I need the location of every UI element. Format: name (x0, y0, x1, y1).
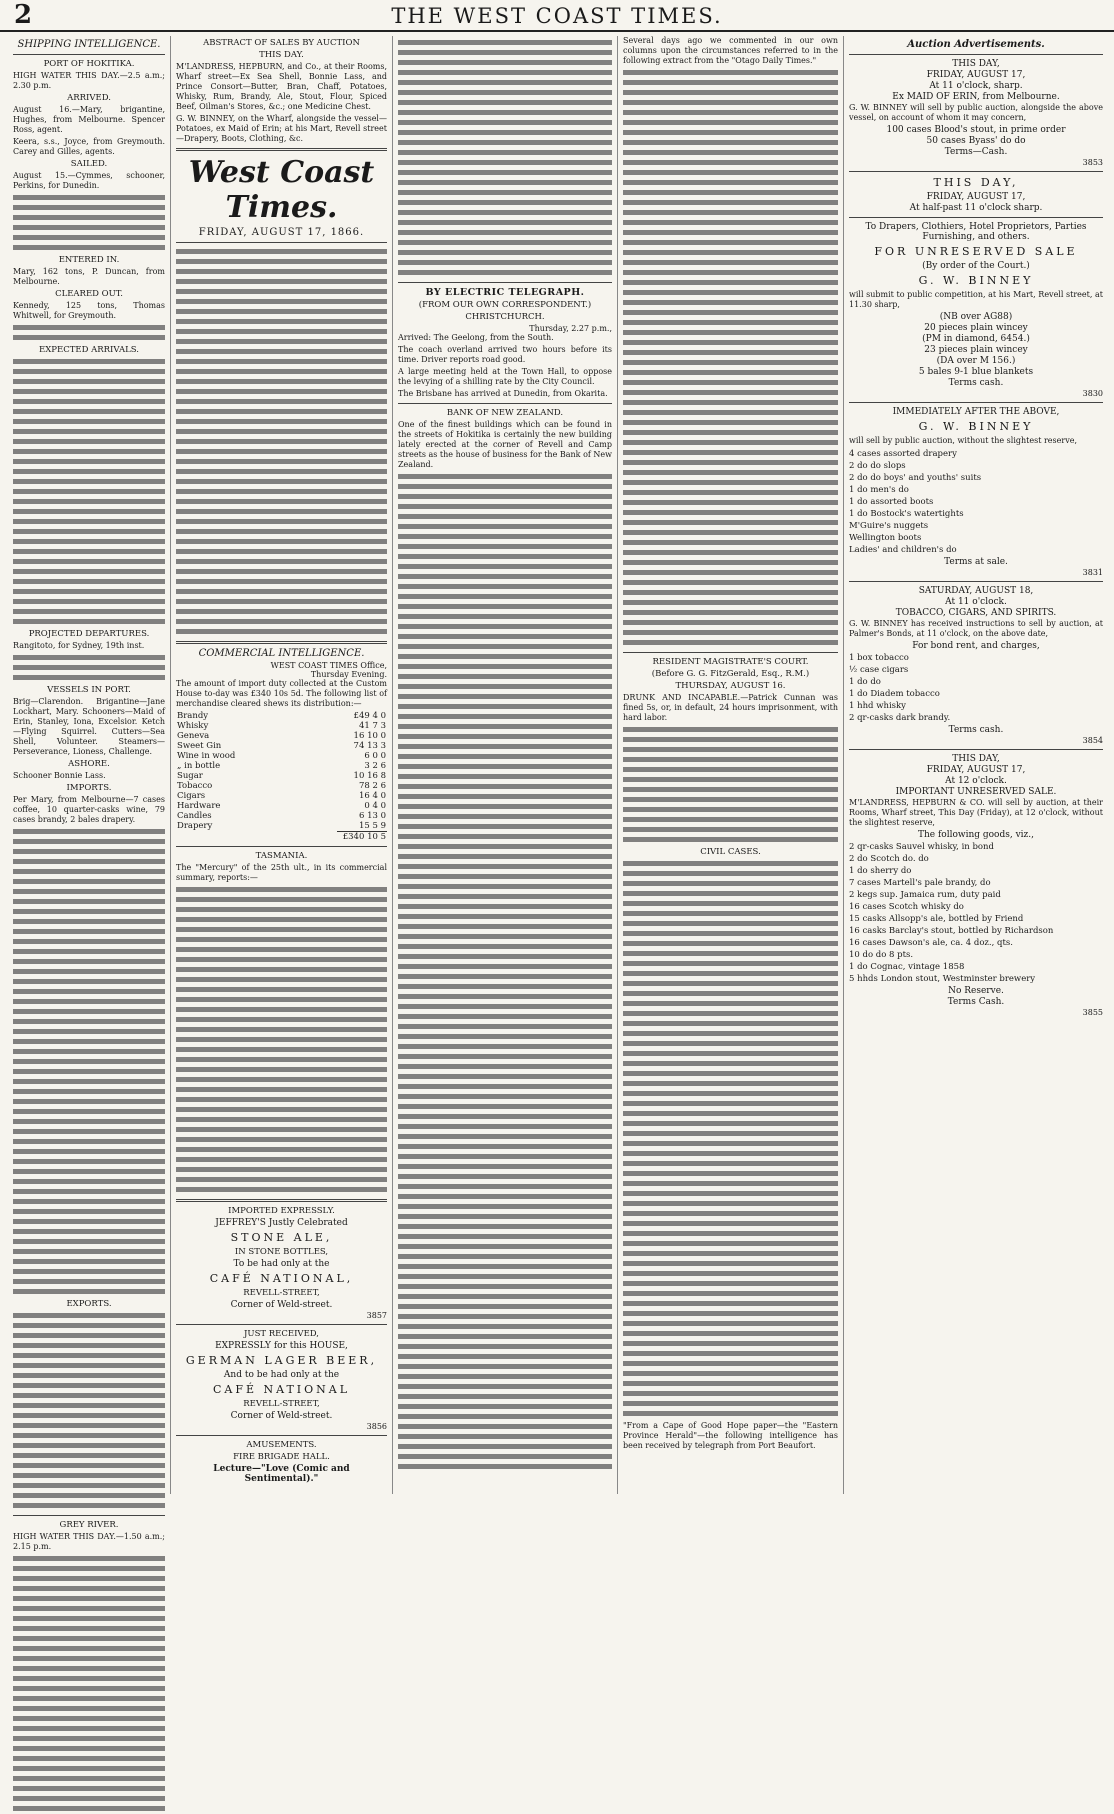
lot-item: M'Guire's nuggets (849, 521, 929, 531)
a1-ref: 3853 (1082, 158, 1103, 167)
cape-news: "From a Cape of Good Hope paper—the "Eastern Province Herald"—the following intelligence has been received by telegraph from Port Beaufort. (623, 1421, 838, 1450)
duty-value: 6 13 0 (358, 811, 386, 821)
duty-row (176, 741, 387, 751)
lager-line-3: And to be had only at the (223, 1370, 340, 1380)
lager-ref: 3856 (366, 1422, 387, 1431)
commercial-heading: COMMERCIAL INTELLIGENCE. (198, 648, 365, 659)
a2-lot-4: (DA over M 156.) (936, 356, 1016, 366)
duty-value: 74 13 3 (353, 741, 386, 751)
tasmania-text: The "Mercury" of the 25th ult., in its commercial summary, reports:— (176, 863, 387, 882)
a1-time: At 11 o'clock, sharp. (929, 81, 1023, 91)
masthead (0, 0, 1114, 32)
a5-time: At 12 o'clock. (945, 776, 1007, 786)
jeffrey-line-4: To be had only at the (233, 1259, 330, 1269)
just-received: JUST RECEIVED, (244, 1329, 319, 1339)
jeffrey-line-6: REVELL-STREET, (243, 1288, 320, 1298)
lager-line-2: GERMAN LAGER BEER, (185, 1354, 378, 1367)
a4-ref: 3854 (1082, 736, 1103, 745)
a2-lot-2: (PM in diamond, 6454.) (922, 334, 1030, 344)
lot-item: 15 casks Allsopp's ale, bottled by Friend (849, 914, 1024, 924)
duty-value: £49 4 0 (353, 711, 386, 721)
jeffrey-line-2: STONE ALE, (230, 1231, 333, 1244)
paper-title: THE WEST COAST TIMES. (391, 4, 723, 28)
lot-item: 1 hhd whisky (849, 701, 906, 711)
a5-reserve: No Reserve. (948, 986, 1004, 996)
cleared-text: Kennedy, 125 tons, Thomas Whitwell, for Greymouth. (13, 301, 165, 320)
duties-total: £340 10 5 (337, 832, 387, 843)
resident-date: THURSDAY, AUGUST 16. (675, 681, 786, 691)
duty-row (176, 721, 387, 731)
duty-row (176, 771, 387, 781)
amusements-heading: AMUSEMENTS. (246, 1440, 317, 1450)
lot-item: Wellington boots (849, 533, 922, 543)
telegraph-arrived: Arrived: The Geelong, from the South. (398, 333, 554, 342)
a1-text: G. W. BINNEY will sell by public auction, alongside the above vessel, on account of whom it may concern, (849, 103, 1103, 122)
port-heading: PORT OF HOKITIKA. (43, 59, 135, 69)
imports-intro: Per Mary, from Melbourne—7 cases coffee, 10 quarter-casks wine, 79 cases brandy, 2 bales drapery. (13, 795, 165, 824)
duty-row (176, 781, 387, 791)
imported-heading: IMPORTED EXPRESSLY. (228, 1206, 335, 1216)
commercial-day: Thursday Evening. (310, 670, 387, 679)
grey-high-water: HIGH WATER THIS DAY.—1.50 a.m.; 2.15 p.m. (13, 1532, 165, 1551)
a3-binney: G. W. BINNEY (918, 420, 1034, 433)
lot-item: 2 do do slops (849, 461, 906, 471)
duties-table (176, 711, 387, 842)
lot-item: 1 do Cognac, vintage 1858 (849, 962, 965, 972)
lot-item: 10 do do 8 pts. (849, 950, 914, 960)
lot-item: ½ case cigars (849, 665, 909, 675)
expected-label: EXPECTED ARRIVALS. (39, 345, 139, 355)
a4-lot-list (849, 652, 1103, 724)
christchurch: CHRISTCHURCH. (465, 312, 545, 322)
lot-item: 2 do do boys' and youths' suits (849, 473, 982, 483)
duty-row (176, 801, 387, 811)
a5-following: The following goods, viz., (917, 830, 1035, 840)
a4-day: SATURDAY, AUGUST 18, (918, 586, 1034, 596)
ashore-label: ASHORE. (68, 759, 110, 769)
column-telegraph (393, 36, 618, 1494)
duty-row (176, 711, 387, 721)
fire-brigade: FIRE BRIGADE HALL. (233, 1452, 330, 1462)
a3-lot-list (849, 448, 1103, 556)
lot-item: Ladies' and children's do (849, 545, 957, 555)
telegraph-time: Thursday, 2.27 p.m., (529, 324, 612, 333)
duty-value: 6 0 0 (364, 751, 386, 761)
lager-line-4: CAFÉ NATIONAL (212, 1383, 351, 1396)
duty-value: 10 16 8 (353, 771, 386, 781)
commercial-text: The amount of import duty collected at the Custom House to-day was £340 10s 5d. The following list of merchandise cleared shews its distribution:— (176, 679, 387, 708)
cleared-label: CLEARED OUT. (55, 289, 123, 299)
a2-lot-5: 5 bales 9-1 blue blankets (918, 367, 1034, 377)
entered-label: ENTERED IN. (58, 255, 120, 265)
a5-ref: 3855 (1082, 1008, 1103, 1017)
duty-value: 16 10 0 (353, 731, 386, 741)
a2-ref: 3830 (1082, 389, 1103, 398)
lot-item: 5 hhds London stout, Westminster brewery (849, 974, 1036, 984)
lot-item: 2 qr-casks Sauvel whisky, in bond (849, 842, 994, 852)
lager-line-5: REVELL-STREET, (243, 1399, 320, 1409)
duty-value: 16 4 0 (358, 791, 386, 801)
duty-row (176, 751, 387, 761)
page-number: 2 (14, 0, 33, 30)
resident-sub: (Before G. G. FitzGerald, Esq., R.M.) (651, 669, 810, 679)
duty-value: 0 4 0 (364, 801, 386, 811)
a1-day: THIS DAY, (952, 59, 1000, 69)
news-intro: Several days ago we commented in our own columns upon the circumstances referred to in the following extract from the "Otago Daily Times." (623, 36, 838, 65)
column-shipping (8, 36, 171, 1551)
a3-title: IMMEDIATELY AFTER THE ABOVE, (892, 407, 1060, 417)
projected-text: Rangitoto, for Sydney, 19th inst. (13, 641, 145, 650)
arrived-label: ARRIVED. (67, 93, 111, 103)
lot-item: 2 do Scotch do. do (849, 854, 929, 864)
duty-item: Cigars (177, 791, 206, 801)
lot-item: 16 cases Scotch whisky do (849, 902, 964, 912)
lot-item: 2 qr-casks dark brandy. (849, 713, 951, 723)
abstract-text: M'LANDRESS, HEPBURN, and Co., at their Rooms, Wharf street—Ex Sea Shell, Bonnie Lass, and Prince Consort—Butter, Bran, Chaff, Potatoes, Whisky, Rum, Brandy, Ale, Stout, Flour, Spiced Beef, Oilman's Stores, &c.; one Medicine Chest. (176, 62, 387, 111)
duty-row (176, 811, 387, 821)
jeffrey-line-7: Corner of Weld-street. (230, 1300, 333, 1310)
jeffrey-ref: 3857 (366, 1311, 387, 1320)
resident-heading: RESIDENT MAGISTRATE'S COURT. (652, 657, 809, 667)
auction-heading: Auction Advertisements. (907, 39, 1045, 50)
abstract-text-2: G. W. BINNEY, on the Wharf, alongside the vessel—Potatoes, ex Maid of Erin; at his Mart, Revell street—Drapery, Boots, Clothing, &c. (176, 114, 387, 143)
duty-item: Hardware (177, 801, 221, 811)
duty-value: 78 2 6 (358, 781, 386, 791)
leader-date: FRIDAY, AUGUST 17, 1866. (198, 227, 365, 238)
duty-item: Geneva (177, 731, 210, 741)
in-port-label: VESSELS IN PORT. (47, 685, 131, 695)
a4-title: TOBACCO, CIGARS, AND SPIRITS. (895, 608, 1057, 618)
sailed-text: August 15.—Cymmes, schooner, Perkins, for Dunedin. (13, 171, 165, 190)
a2-nb: (NB over AG88) (939, 312, 1013, 322)
grey-river-heading: GREY RIVER. (59, 1520, 119, 1530)
high-water: HIGH WATER THIS DAY.—2.5 a.m.; 2.30 p.m. (13, 71, 165, 90)
duty-value: 41 7 3 (358, 721, 386, 731)
duty-item: „ in bottle (177, 761, 221, 771)
telegraph-brisbane: The Brisbane has arrived at Dunedin, from Okarita. (398, 389, 608, 398)
a3-terms: Terms at sale. (944, 557, 1008, 567)
lot-item: 1 do assorted boots (849, 497, 934, 507)
duty-item: Tobacco (177, 781, 213, 791)
lager-line-1: EXPRESSLY for this HOUSE, (215, 1341, 348, 1351)
abstract-sub: THIS DAY. (259, 50, 304, 60)
projected-label: PROJECTED DEPARTURES. (28, 629, 150, 639)
jeffrey-line-3: IN STONE BOTTLES, (234, 1247, 329, 1257)
ashore-text: Schooner Bonnie Lass. (13, 771, 106, 780)
a1-ship: Ex MAID OF ERIN, from Melbourne. (892, 92, 1060, 102)
column-leader (171, 36, 393, 1494)
imports-label: IMPORTS. (66, 783, 112, 793)
duty-row (176, 731, 387, 741)
a5-terms: Terms Cash. (947, 997, 1005, 1007)
a2-order: (By order of the Court.) (922, 261, 1030, 271)
duty-value: 3 2 6 (364, 761, 386, 771)
civil-cases: CIVIL CASES. (700, 847, 761, 857)
shipping-heading: SHIPPING INTELLIGENCE. (17, 39, 161, 50)
duty-row (176, 761, 387, 771)
abstract-heading: ABSTRACT OF SALES BY AUCTION (203, 38, 360, 48)
duty-item: Sugar (177, 771, 203, 781)
a1-terms: Terms—Cash. (944, 147, 1008, 157)
duty-item: Wine in wood (177, 751, 236, 761)
jeffrey-line-5: CAFÉ NATIONAL, (209, 1272, 354, 1285)
a2-unreserved: FOR UNRESERVED SALE (874, 245, 1078, 258)
commercial-office: WEST COAST TIMES Office, (270, 661, 387, 670)
lot-item: 16 casks Barclay's stout, bottled by Richardson (849, 926, 1054, 936)
a4-charges: For bond rent, and charges, (912, 641, 1040, 651)
lot-item: 16 cases Dawson's ale, ca. 4 doz., qts. (849, 938, 1013, 948)
lot-item: 1 do Diadem tobacco (849, 689, 940, 699)
duty-item: Sweet Gin (177, 741, 222, 751)
a2-binney: G. W. BINNEY (918, 274, 1034, 287)
duty-item: Drapery (177, 821, 213, 832)
lot-item: 1 do men's do (849, 485, 909, 495)
a2-to: To Drapers, Clothiers, Hotel Proprietors, Parties Furnishing, and others. (865, 222, 1087, 242)
telegraph-heading: BY ELECTRIC TELEGRAPH. (425, 287, 585, 298)
duty-item: Candles (177, 811, 212, 821)
duty-row (176, 821, 387, 832)
lot-item: 1 do sherry do (849, 866, 912, 876)
duty-value: 15 5 9 (358, 821, 386, 831)
paper-name: West Coast Times. (188, 155, 375, 225)
in-port-text: Brig—Clarendon. Brigantine—Jane Lockhart, Mary. Schooners—Maid of Erin, Stanley, Iona, Excelsior. Ketch—Flying Squirrel. Cutters—Sea Shell, Volunteer. Steamers—Perseverance, Lioness, Challenge. (13, 697, 165, 756)
entered-text: Mary, 162 tons, P. Duncan, from Melbourne. (13, 267, 165, 286)
a5-text: M'LANDRESS, HEPBURN & CO. will sell by auction, at their Rooms, Wharf street, This Day (Friday), at 12 o'clock, without the slightest reserve, (849, 798, 1103, 827)
a1-lot-1: 100 cases Blood's stout, in prime order (886, 125, 1066, 135)
telegraph-sub: (FROM OUR OWN CORRESPONDENT.) (418, 300, 592, 310)
a2-day: THIS DAY, (933, 176, 1019, 189)
telegraph-meeting: A large meeting held at the Town Hall, to oppose the levying of a shilling rate by the City Council. (398, 367, 612, 386)
lot-item: 1 do do (849, 677, 881, 687)
exports-label: EXPORTS. (66, 1299, 112, 1309)
lager-line-6: Corner of Weld-street. (230, 1411, 333, 1421)
arrived-text: August 16.—Mary, brigantine, Hughes, from Melbourne. Spencer Ross, agent. (13, 105, 165, 134)
a5-title: IMPORTANT UNRESERVED SALE. (895, 787, 1057, 797)
a2-time: At half-past 11 o'clock sharp. (909, 203, 1043, 213)
tasmania-heading: TASMANIA. (255, 851, 308, 861)
lot-item: 1 box tobacco (849, 653, 909, 663)
duty-row (176, 791, 387, 801)
a2-terms: Terms cash. (948, 378, 1004, 388)
a4-time: At 11 o'clock. (945, 597, 1007, 607)
a4-text: G. W. BINNEY has received instructions to sell by auction, at Palmer's Bonds, at 11 o'clock, on the above date, (849, 619, 1103, 638)
a1-date: FRIDAY, AUGUST 17, (926, 70, 1026, 80)
a1-lot-2: 50 cases Byass' do do (926, 136, 1026, 146)
a2-text: will submit to public competition, at his Mart, Revell street, at 11.30 sharp, (849, 290, 1103, 309)
a2-lot-1: 20 pieces plain wincey (924, 323, 1028, 333)
arrived-text-2: Keera, s.s., Joyce, from Greymouth. Carey and Gilles, agents. (13, 137, 165, 156)
lot-item: 7 cases Martell's pale brandy, do (849, 878, 991, 888)
a5-date: FRIDAY, AUGUST 17, (926, 765, 1026, 775)
a2-lot-3: 23 pieces plain wincey (924, 345, 1028, 355)
bank-heading: BANK OF NEW ZEALAND. (446, 408, 564, 418)
a4-terms: Terms cash. (948, 725, 1004, 735)
column-auctions (844, 36, 1108, 1494)
lot-item: 1 do Bostock's watertights (849, 509, 964, 519)
a5-day: THIS DAY, (952, 754, 1000, 764)
duty-item: Whisky (177, 721, 209, 731)
telegraph-coach: The coach overland arrived two hours before its time. Driver reports road good. (398, 345, 612, 364)
bank-text: One of the finest buildings which can be found in the streets of Hokitika is certainly the new building lately erected at the corner of Revell and Camp streets as the house of business for the Bank of New Zealand. (398, 420, 612, 469)
duty-item: Brandy (177, 711, 209, 721)
a3-text: will sell by public auction, without the slightest reserve, (849, 436, 1077, 445)
a3-ref: 3831 (1082, 568, 1103, 577)
column-news (618, 36, 844, 1494)
lot-item: 2 kegs sup. Jamaica rum, duty paid (849, 890, 1001, 900)
sailed-label: SAILED. (70, 159, 108, 169)
a5-lot-list (849, 841, 1103, 985)
drunk-case: DRUNK AND INCAPABLE.—Patrick Cunnan was fined 5s, or, in default, 24 hours imprisonment, with hard labor. (623, 693, 838, 722)
lecture: Lecture—"Love (Comic and Sentimental)." (213, 1464, 350, 1484)
a2-date: FRIDAY, AUGUST 17, (926, 192, 1026, 202)
lot-item: 4 cases assorted drapery (849, 449, 957, 459)
jeffrey-line-1: JEFFREY'S Justly Celebrated (215, 1218, 348, 1228)
